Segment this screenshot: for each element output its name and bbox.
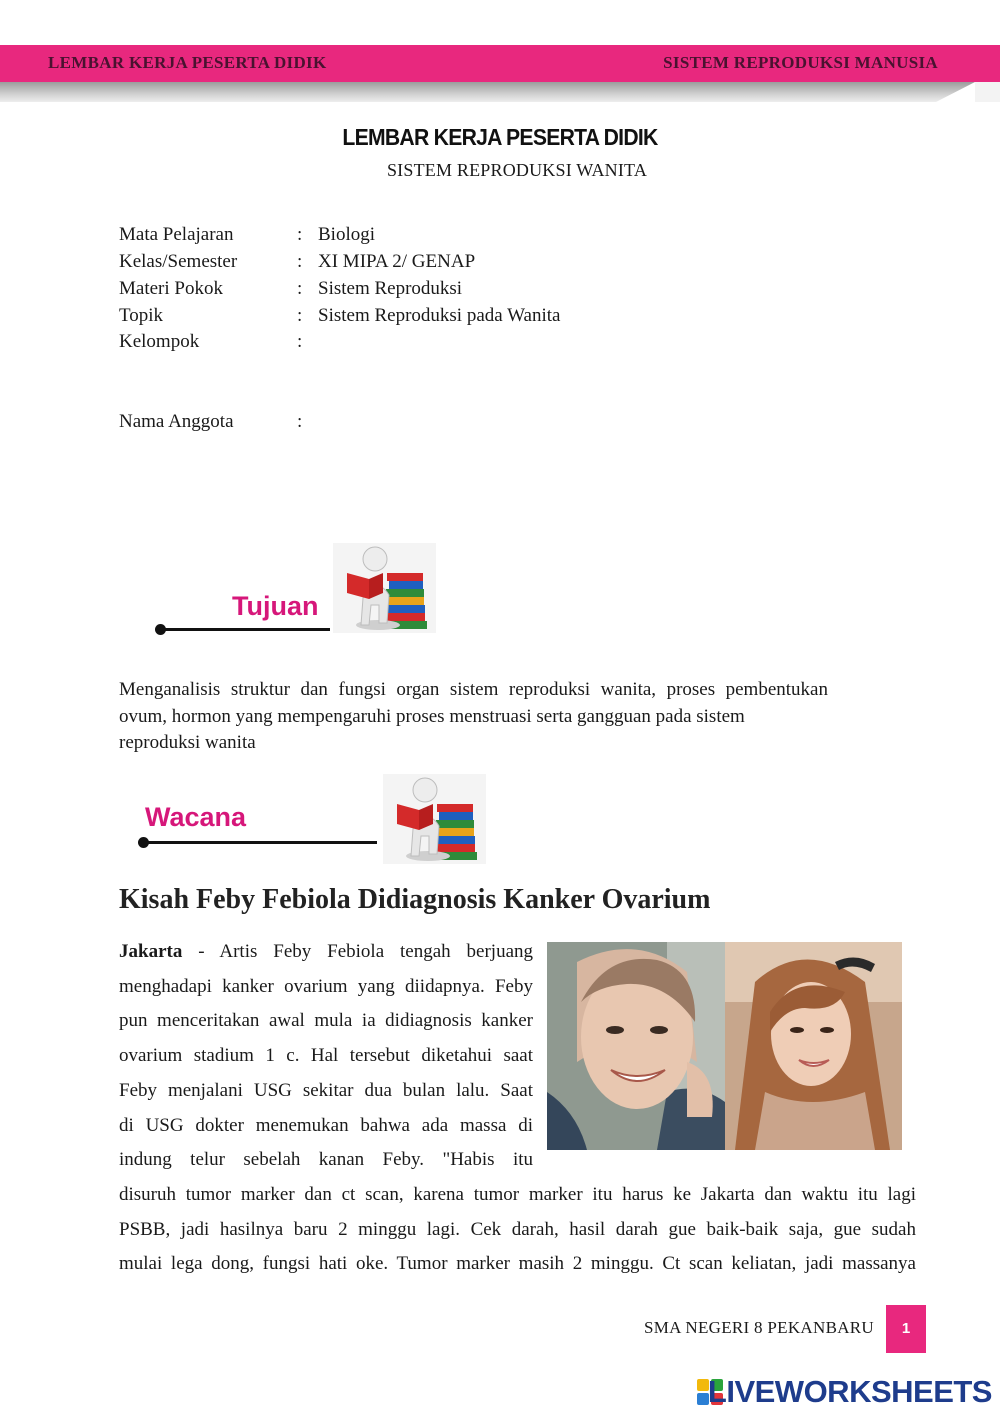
story-line-text: Artis Feby Febiola tengah berjuang: [219, 941, 534, 962]
dateline: Jakarta: [119, 941, 183, 962]
info-colon: :: [297, 278, 303, 299]
info-value: XI MIPA 2/ GENAP: [318, 251, 476, 272]
tujuan-underline: [160, 628, 330, 631]
wacana-underline: [143, 841, 377, 844]
info-colon: :: [297, 305, 303, 326]
info-label: Kelas/Semester: [119, 251, 238, 272]
header-right-title: SISTEM REPRODUKSI MANUSIA: [663, 53, 938, 72]
footer-school: SMA NEGERI 8 PEKANBARU: [644, 1318, 874, 1337]
story-line: pun menceritakan awal mula ia didiagnosis kanker: [119, 1010, 533, 1032]
tujuan-text: Menganalisis struktur dan fungsi organ sistem reproduksi wanita, proses pembentukan ovum, hormon yang mempengaruhi proses menstruasi serta gangguan pada sistem: [119, 679, 828, 727]
info-label: Nama Anggota: [119, 411, 234, 432]
wacana-heading: Wacana: [145, 802, 247, 832]
reading-person-icon: [383, 774, 486, 864]
story-line: mulai lega dong, fungsi hati oke. Tumor marker masih 2 minggu. Ct scan keliatan, jadi massanya: [119, 1253, 916, 1275]
header-shadow-end: [975, 82, 1000, 102]
story-line: indung telur sebelah kanan Feby. "Habis itu: [119, 1149, 533, 1171]
page-subtitle: SISTEM REPRODUKSI WANITA: [386, 160, 648, 180]
story-column: [119, 935, 533, 1178]
info-colon: :: [297, 411, 303, 432]
story-line: PSBB, jadi hasilnya baru 2 minggu lagi. Cek darah, hasil darah gue baik-baik saja, gue sudah: [119, 1218, 916, 1240]
story-line: di USG dokter menemukan bahwa ada massa di: [119, 1114, 533, 1136]
story-continuation: [119, 1178, 916, 1282]
group-input[interactable]: [318, 331, 718, 355]
portrait-photo-left: [547, 942, 725, 1150]
tujuan-paragraph: [119, 677, 828, 757]
page-number: 1: [886, 1305, 926, 1353]
reading-person-icon: [333, 543, 436, 633]
story-line: disuruh tumor marker dan ct scan, karena tumor marker itu harus ke Jakarta dan waktu itu lagi: [119, 1184, 916, 1205]
liveworksheets-watermark: LIVEWORKSHEETS: [707, 1374, 992, 1409]
info-label: Topik: [119, 305, 164, 326]
info-colon: :: [297, 224, 303, 245]
header-left-title: LEMBAR KERJA PESERTA DIDIK: [48, 53, 327, 72]
tujuan-text-last: reproduksi wanita: [119, 732, 256, 753]
tujuan-heading: Tujuan: [232, 591, 319, 621]
article-title: Kisah Feby Febiola Didiagnosis Kanker Ovarium: [119, 884, 711, 915]
info-colon: :: [297, 251, 303, 272]
story-line: Feby menjalani USG sekitar dua bulan lalu. Saat: [119, 1079, 533, 1101]
info-label: Materi Pokok: [119, 278, 223, 299]
story-line: menghadapi kanker ovarium yang diidapnya. Feby: [119, 975, 533, 997]
dateline-dash: -: [182, 941, 220, 962]
info-colon: :: [297, 331, 303, 352]
header-shadow: [0, 82, 975, 102]
members-input[interactable]: [318, 411, 818, 501]
info-value: Biologi: [318, 224, 376, 245]
info-label: Mata Pelajaran: [119, 224, 234, 245]
portrait-photo-right: [725, 942, 902, 1150]
info-value: Sistem Reproduksi: [318, 278, 463, 299]
header-band: [0, 45, 1000, 82]
info-value: Sistem Reproduksi pada Wanita: [318, 305, 561, 326]
story-line: [119, 935, 533, 970]
info-label: Kelompok: [119, 331, 200, 352]
story-line: ovarium stadium 1 c. Hal tersebut diketahui saat: [119, 1045, 533, 1067]
page-title: LEMBAR KERJA PESERTA DIDIK: [342, 124, 658, 150]
